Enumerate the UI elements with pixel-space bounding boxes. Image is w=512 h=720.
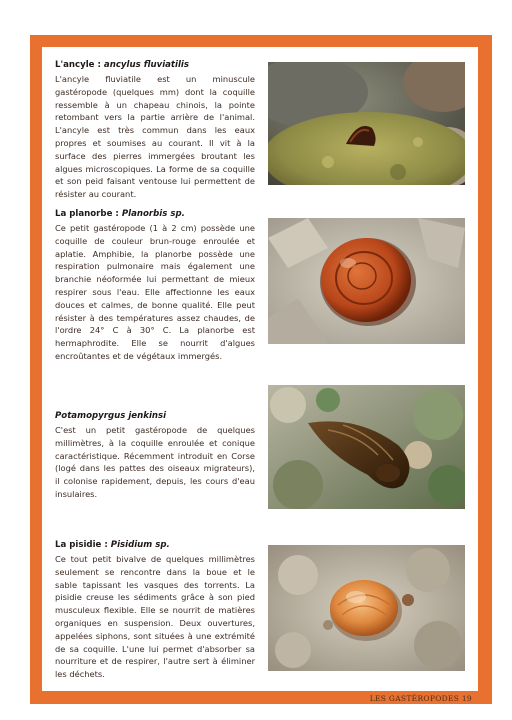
section-heading xyxy=(55,540,255,551)
section-ancyle xyxy=(55,60,255,201)
section-body-text: L'ancyle fluviatile est un minuscule gastéropode (quelques mm) dont la coquille ressemble à un chapeau chinois, la pointe retombant vers la partie arrière de l'animal. L'ancyle est très commun dans les eaux propres et soumises au courant. Il vit à la surface des pierres immergées broutant les algues microscopiques. La forme de sa coquille et son peid faisant ventouse lui permettent de résister au courant. xyxy=(55,74,255,200)
heading-scientific-name: Planorbis sp. xyxy=(121,209,185,219)
section-heading xyxy=(55,60,255,71)
potamopyrgus-photo xyxy=(268,385,465,509)
page-footer: LES GASTÉROPODES 19 xyxy=(369,694,472,703)
section-heading xyxy=(55,411,255,422)
section-pisidie xyxy=(55,540,255,681)
heading-scientific-name: ancylus fluviatilis xyxy=(103,60,189,70)
section-potamopyrgus xyxy=(55,411,255,501)
heading-common-name: La pisidie : xyxy=(55,540,111,550)
ancyle-photo xyxy=(268,62,465,185)
section-heading xyxy=(55,209,255,220)
heading-scientific-name: Potamopyrgus jenkinsi xyxy=(55,411,167,421)
heading-common-name: La planorbe : xyxy=(55,209,122,219)
section-body-text: Ce petit gastéropode (1 à 2 cm) possède une coquille de couleur brun-rouge enroulée et aplatie. Amphibie, la planorbe possède une respiration pulmonaire mais également une branchie néoformée lui permettant de mieux respirer sous l'eau. Elle affectionne les eaux douces et calmes, de bonne qualité. Elle peut résister à des températures assez chaudes, de l'ordre 24° C à 30° C. La planorbe est hermaphrodite. Elle se nourrit d'algues encroûtantes et de végétaux immergés. xyxy=(55,223,255,361)
heading-common-name: L'ancyle : xyxy=(55,60,104,70)
section-body-text: C'est un petit gastéropode de quelques millimètres, à la coquille enroulée et conique caractéristique. Récemment introduit en Corse (logé dans les pattes des oiseaux migrateurs), il colonise rapidement, depuis, les cours d'eau insulaires. xyxy=(55,425,255,499)
section-planorbe xyxy=(55,209,255,363)
section-body-text: Ce tout petit bivalve de quelques millimètres seulement se rencontre dans la boue et le sable tapissant les vasques des torrents. La pisidie creuse les sédiments grâce à son pied musculeux flexible. Elle se nourrit de matières organiques en suspension. Deux ouvertures, appelées siphons, sont situées à une extrémité de sa coquille. L'une lui permet d'absorber sa nourriture et de respirer, l'autre sert à éliminer les déchets. xyxy=(55,554,255,680)
heading-scientific-name: Pisidium sp. xyxy=(110,540,170,550)
planorbe-photo xyxy=(268,218,465,344)
pisidie-photo xyxy=(268,545,465,671)
